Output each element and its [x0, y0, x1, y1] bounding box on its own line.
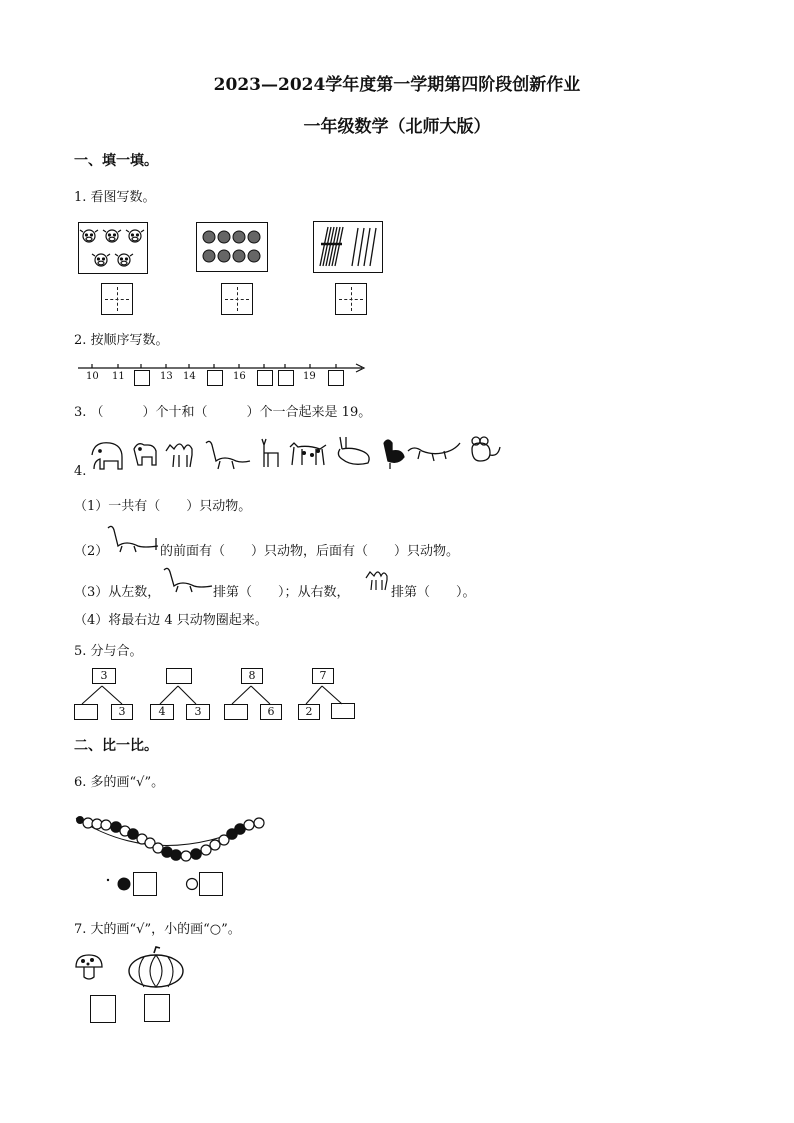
stick-bundle-icons: [314, 222, 382, 272]
section-2-heading: 二、比一比。: [74, 738, 158, 754]
mushroom-answer-box[interactable]: [90, 995, 116, 1023]
animal-row: [88, 435, 498, 475]
tree-2-right[interactable]: 3: [186, 704, 210, 720]
tree-4-top[interactable]: 7: [312, 668, 334, 684]
leopard-icon: [290, 443, 326, 465]
answer-box-cows[interactable]: [101, 283, 133, 315]
tree-3-left[interactable]: [224, 704, 248, 720]
deer-icon: [262, 439, 278, 467]
question-5: 5. 分与合。: [74, 644, 143, 659]
question-6: 6. 多的画“√”。: [74, 775, 165, 790]
question-1: 1. 看图写数。: [74, 190, 156, 205]
black-bead-answer-box[interactable]: [133, 872, 157, 896]
stick-picture-frame: [313, 221, 383, 273]
tree-4-left[interactable]: 2: [298, 704, 320, 720]
tree-2-top[interactable]: [166, 668, 192, 684]
camel-icon: [166, 444, 192, 467]
black-bead-icon: [104, 872, 134, 896]
tree-3-right[interactable]: 6: [260, 704, 282, 720]
tick-label-13: 13: [160, 371, 173, 382]
tick-label-16: 16: [233, 371, 246, 382]
page-subtitle: 一年级数学（北师大版）: [303, 117, 491, 137]
question-4-1: （1）一共有（ ）只动物。: [74, 499, 252, 514]
mouse-icon: [472, 437, 500, 461]
question-2: 2. 按顺序写数。: [74, 333, 169, 348]
tree-4-right[interactable]: [331, 703, 355, 719]
elephant-icon: [92, 443, 122, 469]
tree-1-left[interactable]: [74, 704, 98, 720]
question-3: 3. （ ）个十和（ ）个一合起来是 19。: [74, 405, 372, 420]
number-line-blank[interactable]: [134, 370, 150, 386]
tree-1-top[interactable]: 3: [92, 668, 116, 684]
tick-label-11: 11: [112, 371, 125, 382]
mushroom-icon: [74, 953, 104, 985]
tree-3-top[interactable]: 8: [241, 668, 263, 684]
question-4: 4.: [74, 464, 87, 479]
cow-icons: [79, 223, 147, 273]
pumpkin-answer-box[interactable]: [144, 994, 170, 1022]
rabbit-icon: [338, 437, 369, 464]
ball-picture-frame: [196, 222, 268, 272]
white-bead-answer-box[interactable]: [199, 872, 223, 896]
dinosaur-icon: [162, 564, 214, 594]
answer-box-balls[interactable]: [221, 283, 253, 315]
tree-1-right[interactable]: 3: [111, 704, 133, 720]
ball-icons: [197, 223, 267, 271]
duck-icon: [384, 440, 404, 469]
tree-2-left[interactable]: 4: [150, 704, 174, 720]
camel-icon: [364, 568, 392, 594]
question-4-2-text: 的前面有（ ）只动物，后面有（ ）只动物。: [160, 544, 460, 559]
pumpkin-icon: [126, 945, 186, 989]
dog-icon: [134, 444, 156, 465]
number-line-blank[interactable]: [257, 370, 273, 386]
number-line-blank[interactable]: [278, 370, 294, 386]
tick-label-19: 19: [303, 371, 316, 382]
tick-label-10: 10: [86, 371, 99, 382]
dinosaur-icon: [206, 441, 250, 469]
question-4-3-end: 排第（ ）。: [391, 585, 476, 600]
question-4-3-middle: 排第（ ）；从右数，: [213, 585, 350, 600]
page-title: 2023—2024学年度第一学期第四阶段创新作业: [213, 75, 581, 95]
dinosaur-icon: [106, 520, 162, 554]
question-4-4: （4）将最右边 4 只动物圈起来。: [74, 613, 268, 628]
question-4-2-prefix: （2）: [74, 544, 109, 559]
number-line-blank[interactable]: [328, 370, 344, 386]
question-4-3-prefix: （3）从左数，: [74, 585, 161, 600]
cow-picture-frame: [78, 222, 148, 274]
lizard-icon: [408, 443, 460, 461]
question-7: 7. 大的画“√”，小的画“○”。: [74, 922, 241, 937]
number-line-blank[interactable]: [207, 370, 223, 386]
section-1-heading: 一、填一填。: [74, 153, 158, 169]
bead-string: [70, 810, 270, 870]
tick-label-14: 14: [183, 371, 196, 382]
answer-box-sticks[interactable]: [335, 283, 367, 315]
